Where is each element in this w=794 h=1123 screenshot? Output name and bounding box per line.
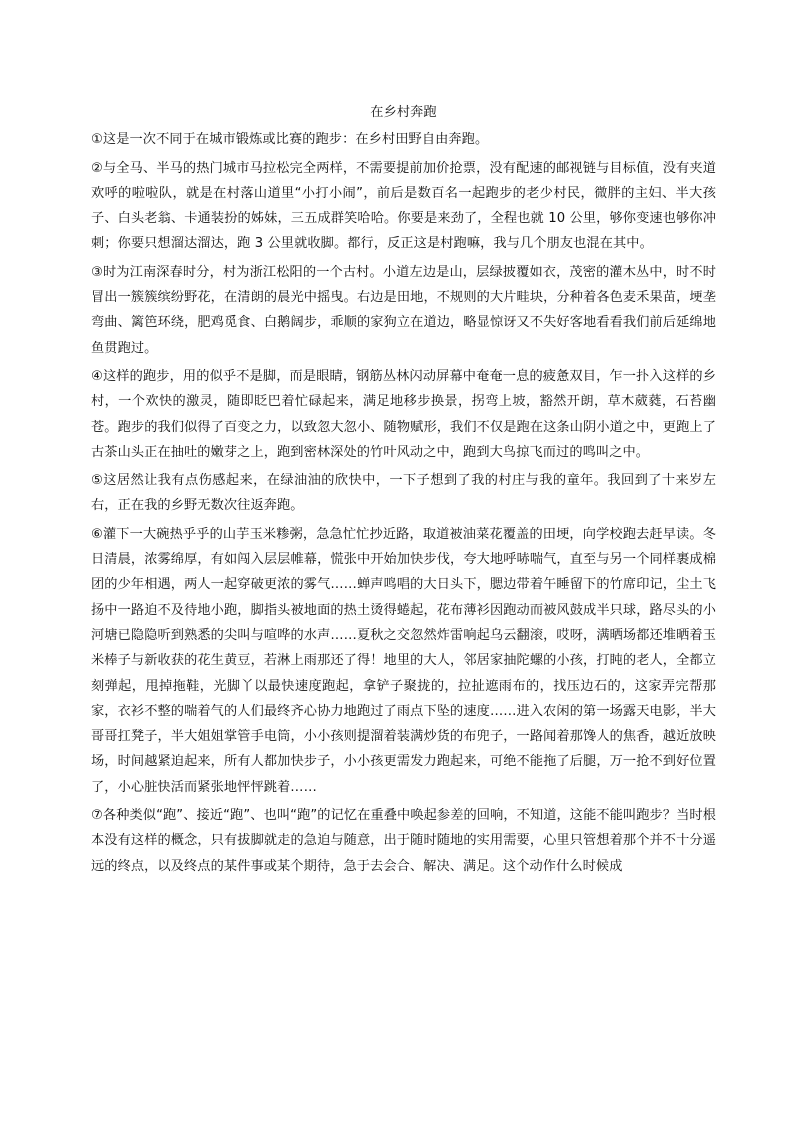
paragraph-4: ④这样的跑步，用的似乎不是脚，而是眼睛，钢筋丛林闪动屏幕中奄奄一息的疲惫双目，乍一扑入这样的乡村，一个欢快的激灵，随即眨巴着忙碌起来，满足地移步换景，拐弯上坡，豁然开朗，草木葳蕤，石苔幽苍。跑步的我们似得了百变之力，以致忽大忽小、随物赋形，我们不仅是跑在这条山阴小道之中，更跑上了古茶山头正在抽吐的嫩芽之上，跑到密林深处的竹叶风动之中，跑到大鸟掠飞而过的鸣叫之中。 (91, 368, 716, 460)
article-body (91, 100, 716, 882)
paragraph-5: ⑤这居然让我有点伤感起来，在绿油油的欣快中，一下子想到了我的村庄与我的童年。我回到了十来岁左右，正在我的乡野无数次往返奔跑。 (91, 473, 716, 514)
paragraph-3: ③时为江南深春时分，村为浙江松阳的一个古村。小道左边是山，层绿披覆如衣，茂密的灌木丛中，时不时冒出一簇簇缤纷野花，在清朗的晨光中摇曳。右边是田地，不规则的大片畦块，分种着各色麦禾果苗，埂垄弯曲、篱笆环绕，肥鸡觅食、白鹅阔步，乖顺的家狗立在道边，略显惊讶又不失好客地看看我们前后延绵地鱼贯跑过。 (91, 264, 716, 356)
paragraph-2: ②与全马、半马的热门城市马拉松完全两样，不需要提前加价抢票，没有配速的邮视链与目标值，没有夹道欢呼的啦啦队，就是在村落山道里“小打小闹”，前后是数百名一起跑步的老少村民，微胖的主妇、半大孩子、白头老翁、卡通装扮的姊妹，三五成群笑哈哈。你要是来劲了，全程也就 10 公里，够你变速也够你冲刺；你要只想溜达溜达，跑 3 公里就收脚。都行，反正这是村跑嘛，我与几个朋友也混在其中。 (91, 160, 716, 252)
paragraph-6: ⑥灌下一大碗热乎乎的山芋玉米糁粥，急急忙忙抄近路，取道被油菜花覆盖的田埂，向学校跑去赶早读。冬日清晨，浓雾绵厚，有如闯入层层帷幕，慌张中开始加快步伐，夸大地呼哧喘气，直至与另一个同样裹成棉团的少年相遇，两人一起穿破更浓的雾气……蝉声鸣唱的大日头下，腮边带着午睡留下的竹席印记，尘土飞扬中一路迫不及待地小跑，脚指头被地面的热土烫得蜷起，花布薄衫因跑动而被风鼓成半只球，路尽头的小河塘已隐隐听到熟悉的尖叫与喧哗的水声……夏秋之交忽然炸雷响起乌云翻滚，哎呀，满晒场都还堆晒着玉米棒子与新收获的花生黄豆，若淋上雨那还了得！地里的大人，邻居家抽陀螺的小孩，打盹的老人，全都立刻弹起，甩掉拖鞋，光脚丫以最快速度跑起，拿铲子聚拢的，拉扯遮雨布的，找压边石的，这家弄完帮那家，衣衫不整的喘着气的人们最终齐心协力地跑过了雨点下坠的速度……进入农闲的第一场露天电影，半大哥哥扛凳子，半大姐姐掌管手电筒，小小孩则提溜着装满炒货的布兜子，一路闻着那馋人的焦香，越近放映场，时间越紧迫起来，所有人都加快步子，小小孩更需发力跑起来，可绝不能拖了后腿，万一抢不到好位置了，小心脏快活而紧张地怦怦跳着…… (91, 526, 716, 795)
paragraph-7: ⑦各种类似“跑”、接近“跑”、也叫“跑”的记忆在重叠中唤起参差的回响，不知道，这能不能叫跑步？当时根本没有这样的概念，只有拔脚就走的急迫与随意，出于随时随地的实用需要，心里只管想着那个并不十分遥远的终点，以及终点的某件事或某个期待，急于去会合、解决、满足。这个动作什么时候成 (91, 808, 716, 874)
paragraph-1: ①这是一次不同于在城市锻炼或比赛的跑步：在乡村田野自由奔跑。 (91, 132, 489, 148)
article-title: 在乡村奔跑 (370, 105, 437, 120)
